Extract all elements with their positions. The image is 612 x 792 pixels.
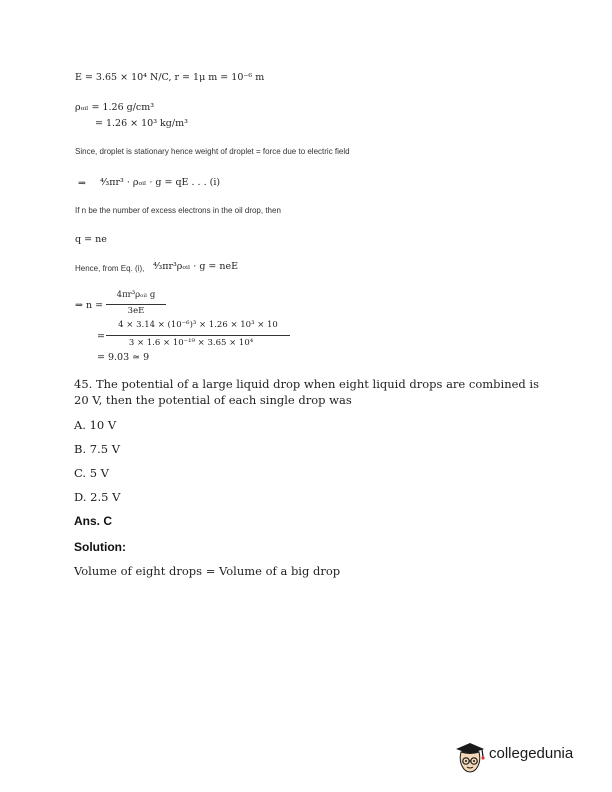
brand-name: collegedunia (489, 745, 574, 762)
question-text: 45. The potential of a large liquid drop when eight liquid drops are combined is 20 V, then the potential of each single drop was (74, 377, 540, 407)
equals-sign: = (97, 331, 105, 342)
fraction-2-numerator: 4 × 3.14 × (10⁻⁶)³ × 1.26 × 10³ × 10 (118, 320, 278, 330)
charge-equation: q = ne (75, 234, 107, 245)
collegedunia-logo (452, 738, 602, 778)
oil-density-line-2: = 1.26 × 10³ kg/m³ (95, 118, 188, 129)
fraction-2-bar (106, 335, 290, 336)
option-a: A. 10 V (74, 418, 117, 432)
hence-prefix: Hence, from Eq. (i), (75, 264, 145, 273)
fraction-1-denominator: 3eE (127, 306, 145, 316)
fraction-2-denominator: 3 × 1.6 × 10⁻¹⁹ × 3.65 × 10⁴ (128, 338, 254, 348)
solution-heading: Solution: (74, 540, 126, 554)
fraction-1-numerator: 4πr³ρₒᵢₗ g (116, 290, 156, 300)
equation-i: ⁴⁄₃πr³ · ρₒᵢₗ · g = qE . . . (i) (100, 177, 221, 188)
oil-density-line-1: ρₒᵢₗ = 1.26 g/cm³ (75, 102, 155, 113)
solution-text: Volume of eight drops = Volume of a big drop (74, 564, 341, 578)
answer-label: Ans. C (74, 514, 113, 528)
excess-electrons-statement: If n be the number of excess electrons in the oil drop, then (75, 206, 281, 215)
option-b: B. 7.5 V (74, 442, 121, 456)
hence-equation: ⁴⁄₃πr³ρₒᵢₗ · g = neE (153, 261, 239, 272)
option-d: D. 2.5 V (74, 490, 121, 504)
final-result: = 9.03 ≃ 9 (97, 352, 150, 363)
option-c: C. 5 V (74, 466, 109, 480)
graduate-mascot-icon (452, 740, 488, 776)
n-equals-prefix: ⇒ n = (75, 300, 104, 311)
given-electric-field: E = 3.65 × 10⁴ N/C, r = 1μ m = 10⁻⁶ m (75, 72, 265, 83)
fraction-1-bar (106, 304, 166, 305)
implies-arrow: ⇒ (78, 178, 86, 189)
stationary-statement: Since, droplet is stationary hence weight of droplet = force due to electric field (75, 147, 350, 156)
